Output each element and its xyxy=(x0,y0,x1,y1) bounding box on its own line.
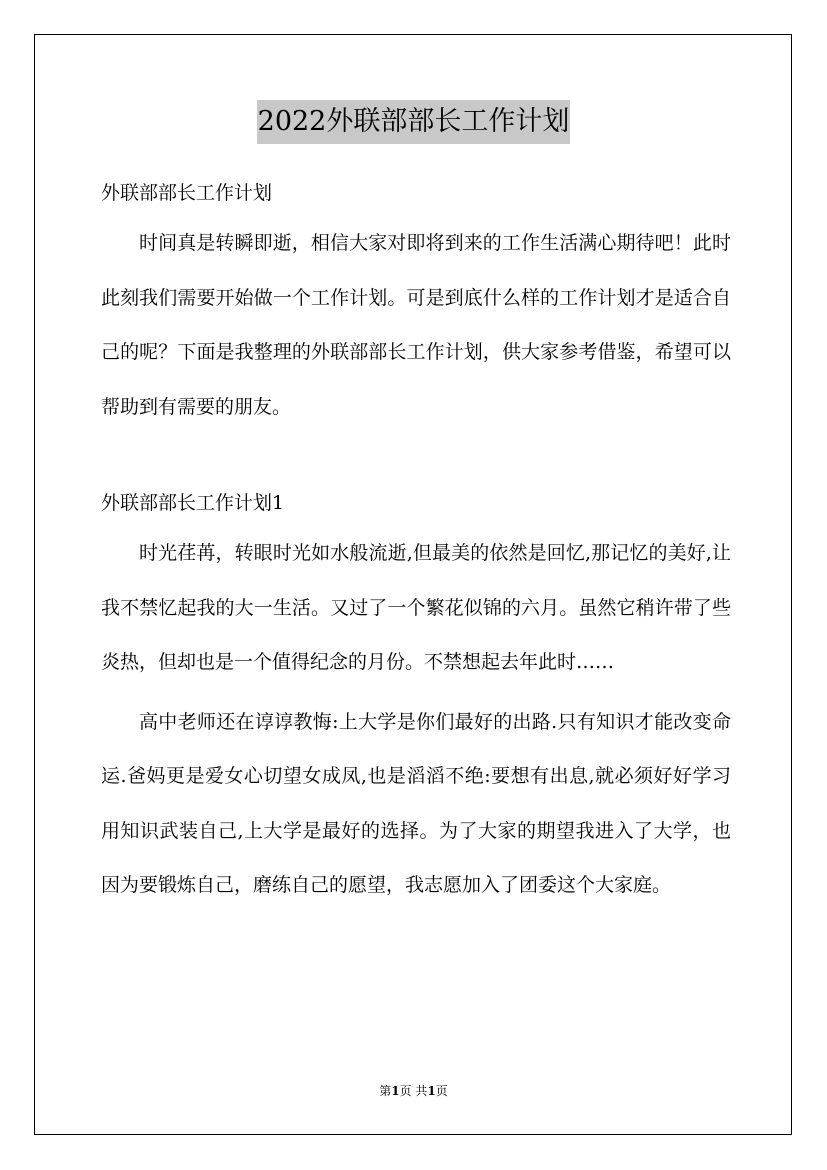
section1-paragraph-1: 时光荏苒，转眼时光如水般流逝,但最美的依然是回忆,那记忆的美好,让我不禁忆起我的大一生活。又过了一个繁花似锦的六月。虽然它稍许带了些炎热，但却也是一个值得纪念的月份。不禁想起去年此时…… xyxy=(101,542,731,673)
section1-paragraph-2: 高中老师还在谆谆教悔:上大学是你们最好的出路.只有知识才能改变命运.爸妈更是爱女心切望女成凤,也是滔滔不绝:要想有出息,就必须好好学习用知识武装自己,上大学是最好的选择。为了大家的期望我进入了大学，也因为要锻炼自己，磨练自己的愿望，我志愿加入了团委这个大家庭。 xyxy=(101,710,731,896)
section1-heading: 外联部部长工作计划1 xyxy=(101,492,285,514)
intro-paragraph: 时间真是转瞬即逝，相信大家对即将到来的工作生活满心期待吧！此时此刻我们需要开始做一个工作计划。可是到底什么样的工作计划才是适合自己的呢？下面是我整理的外联部部长工作计划，供大家参考借鉴，希望可以帮助到有需要的朋友。 xyxy=(101,232,731,418)
page-footer xyxy=(0,1083,827,1099)
document-title: 2022外联部部长工作计划 xyxy=(257,100,571,144)
footer-suffix: 页 xyxy=(435,1084,448,1098)
footer-middle: 页 共 xyxy=(399,1084,428,1098)
document-body xyxy=(101,170,731,913)
section-spacer xyxy=(101,434,731,480)
footer-page-number: 1 xyxy=(391,1084,400,1098)
footer-prefix: 第 xyxy=(379,1084,392,1098)
intro-heading: 外联部部长工作计划 xyxy=(101,182,273,204)
title-container xyxy=(0,100,827,144)
footer-total-pages: 1 xyxy=(427,1084,436,1098)
